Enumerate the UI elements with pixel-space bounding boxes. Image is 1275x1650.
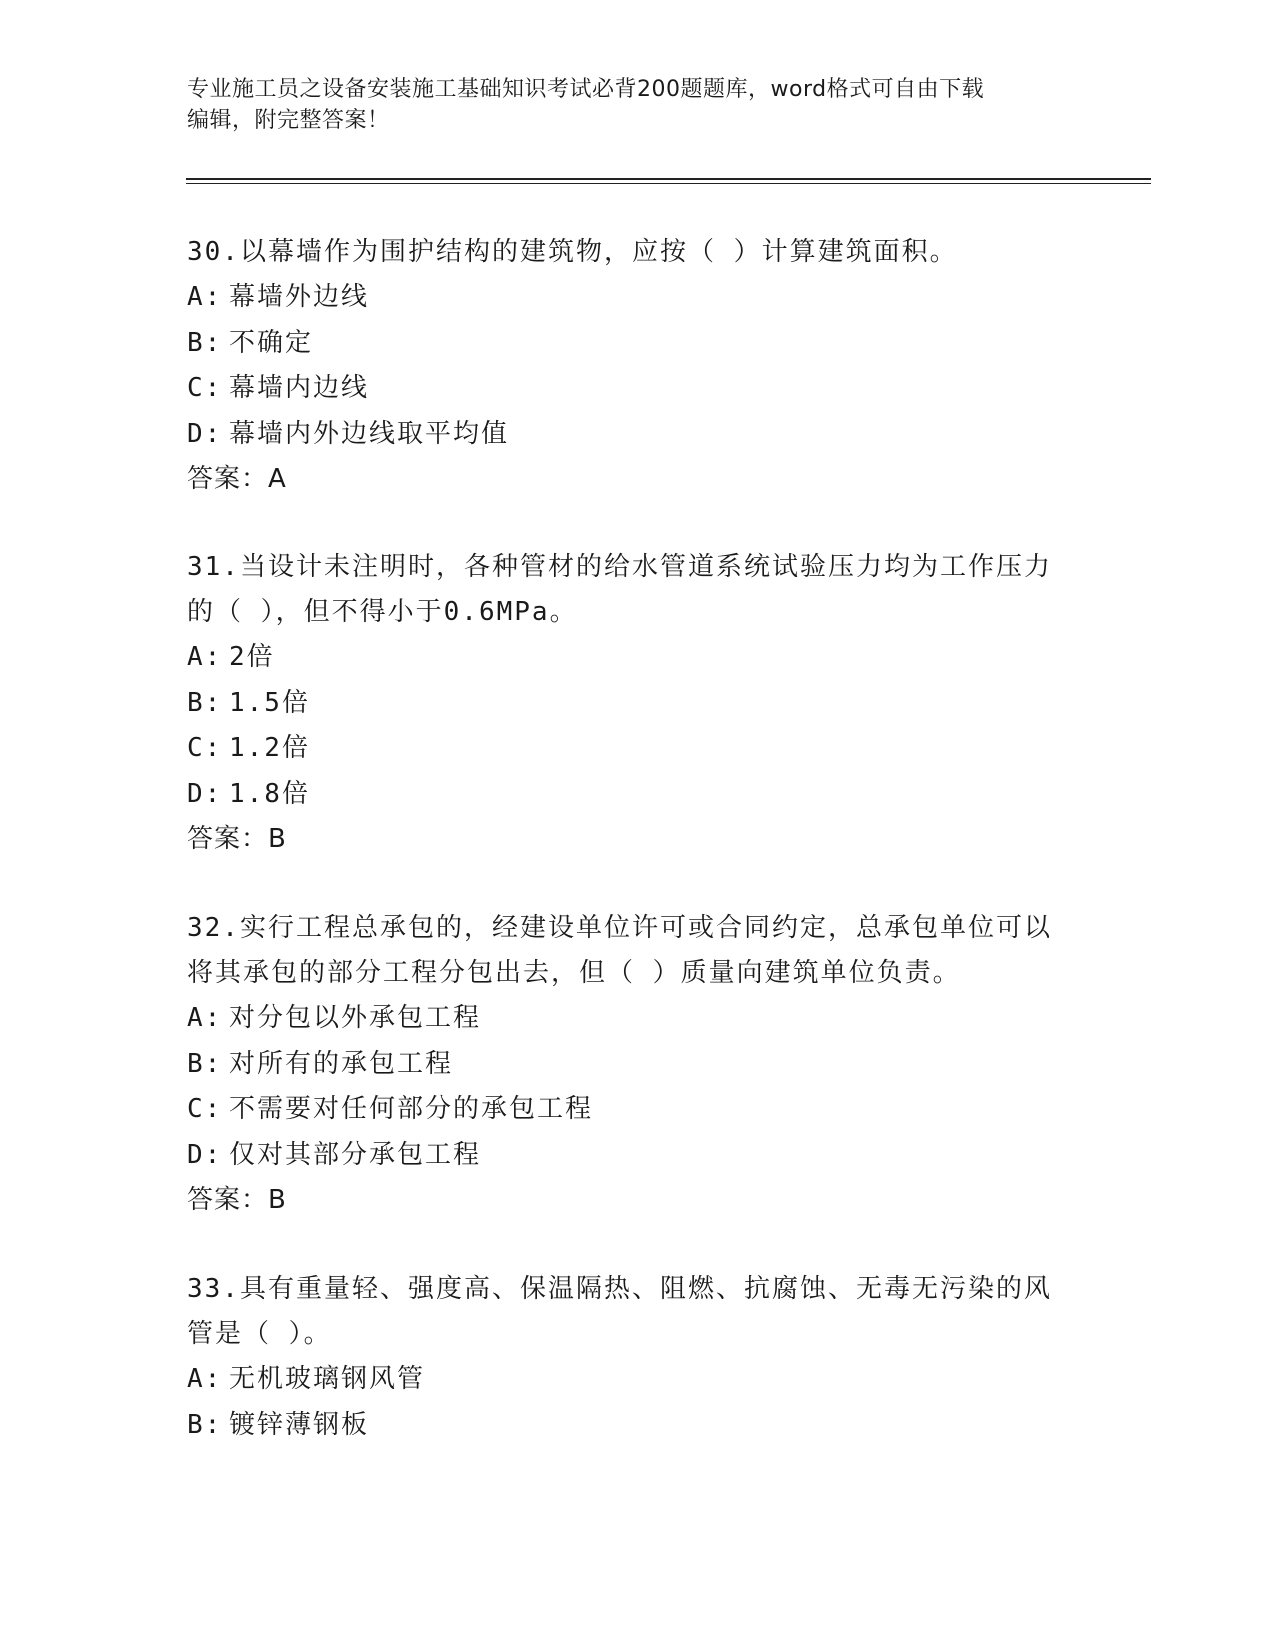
option-b: B: 对所有的承包工程 (187, 1048, 454, 1079)
header-line-1: 专业施工员之设备安装施工基础知识考试必背200题题库，word格式可自由下载 (187, 77, 985, 102)
document-header (187, 74, 1087, 136)
option-d: D: 幕墙内外边线取平均值 (187, 418, 510, 449)
option-d: D: 仅对其部分承包工程 (187, 1139, 482, 1170)
question-stem: 30.以幕墙作为围护结构的建筑物，应按（ ）计算建筑面积。 (187, 237, 958, 267)
question-stem: 32.实行工程总承包的，经建设单位许可或合同约定，总承包单位可以将其承包的部分工程分包出去，但（ ）质量向建筑单位负责。 (187, 913, 1052, 988)
header-divider-thick (186, 178, 1151, 180)
option-a: A: 无机玻璃钢风管 (187, 1364, 426, 1394)
answer: 答案：A (187, 464, 287, 494)
option-c: C: 幕墙内边线 (187, 373, 370, 403)
option-b: B: 1.5倍 (187, 687, 310, 718)
question-30 (187, 230, 1067, 503)
answer: 答案：B (187, 824, 287, 854)
option-d: D: 1.8倍 (187, 778, 310, 809)
option-b: B: 镀锌薄钢板 (187, 1409, 370, 1440)
option-a: A: 2倍 (187, 642, 275, 672)
option-c: C: 不需要对任何部分的承包工程 (187, 1094, 594, 1124)
answer: 答案：B (187, 1185, 287, 1215)
question-stem: 33.具有重量轻、强度高、保温隔热、阻燃、抗腐蚀、无毒无污染的风管是（ ）。 (187, 1274, 1052, 1349)
option-c: C: 1.2倍 (187, 733, 310, 763)
question-33 (187, 1267, 1067, 1448)
question-32 (187, 906, 1067, 1224)
header-divider-thin (186, 183, 1151, 184)
question-stem: 31.当设计未注明时，各种管材的给水管道系统试验压力均为工作压力的（ ），但不得小于0.6MPa。 (187, 552, 1052, 627)
option-a: A: 对分包以外承包工程 (187, 1003, 482, 1033)
question-31 (187, 545, 1067, 863)
header-line-2: 编辑，附完整答案！ (187, 108, 390, 133)
option-a: A: 幕墙外边线 (187, 282, 370, 312)
option-b: B: 不确定 (187, 327, 314, 358)
